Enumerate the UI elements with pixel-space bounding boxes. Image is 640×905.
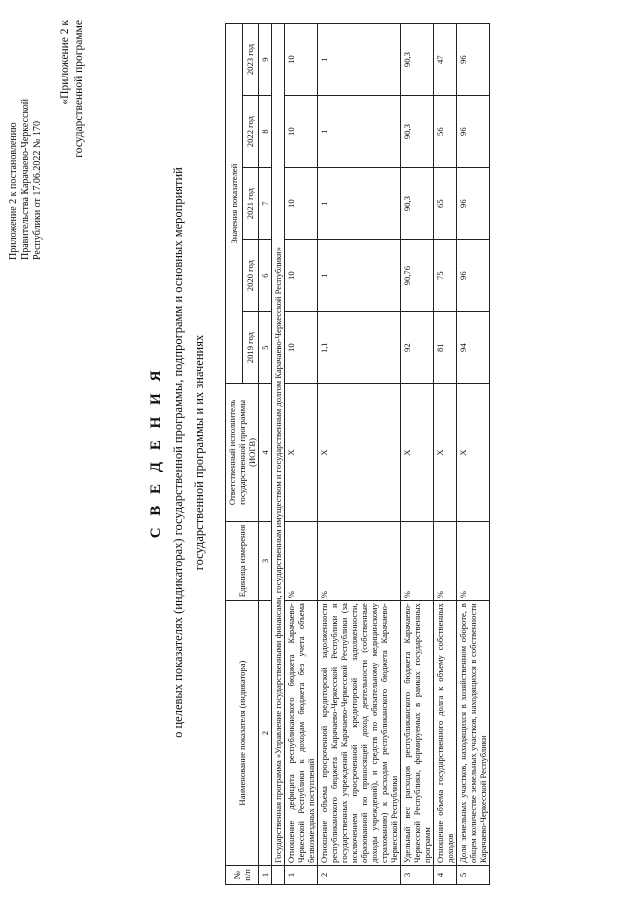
col-number: 5 [259, 312, 272, 384]
table-row [285, 24, 318, 885]
row-value: 96 [457, 24, 490, 96]
row-indicator: Доля земельных участков, находящихся в хозяйственном обороте, в общем количестве земельных участков, находящихся в собственности Карачаево-Черкесской Республики [457, 601, 490, 866]
row-responsible: Х [457, 384, 490, 522]
row-value: 10 [285, 96, 318, 168]
header-note [8, 20, 44, 260]
document-title [148, 0, 207, 905]
row-unit: % [401, 521, 434, 600]
appendix-label [58, 20, 86, 260]
col-number: 2 [259, 601, 272, 866]
col-number: 3 [259, 521, 272, 600]
row-unit: % [434, 521, 457, 600]
row-value: 90,3 [401, 24, 434, 96]
header-year: 2022 год [242, 96, 259, 168]
row-value: 10 [285, 240, 318, 312]
col-number: 4 [259, 384, 272, 522]
row-responsible: Х [285, 384, 318, 522]
row-value: 1 [318, 168, 401, 240]
program-row [272, 24, 285, 885]
row-value: 10 [285, 24, 318, 96]
row-value: 90,3 [401, 96, 434, 168]
row-value: 94 [457, 312, 490, 384]
header-name: Наименование показателя (индикатора) [226, 601, 259, 866]
row-indicator: Отношение дефицита республиканского бюджета Карачаево-Черкесской Республики к доходам бюджета без учета объема безвозмездных поступлений [285, 601, 318, 866]
title-main: С В Е Д Е Н И Я [148, 366, 164, 539]
title-subtitle-2: государственной программы и их значениях [192, 334, 206, 571]
header-values: Значения показателей [226, 24, 243, 384]
col-number: 9 [259, 24, 272, 96]
row-num: 2 [318, 865, 401, 884]
row-num: 1 [285, 865, 318, 884]
row-num: 5 [457, 865, 490, 884]
table-row [318, 24, 401, 885]
row-value: 47 [434, 24, 457, 96]
row-value: 56 [434, 96, 457, 168]
program-row-num [272, 865, 285, 884]
row-value: 10 [285, 312, 318, 384]
row-responsible: Х [318, 384, 401, 522]
col-number: 8 [259, 96, 272, 168]
row-unit: % [285, 521, 318, 600]
header-year: 2023 год [242, 24, 259, 96]
header-responsible: Ответственный исполнитель государственной программы (ИОГВ) [226, 384, 259, 522]
row-value: 96 [457, 96, 490, 168]
table-row [401, 24, 434, 885]
appendix-line: государственной программе [73, 20, 85, 158]
col-number: 1 [259, 865, 272, 884]
row-value: 90,76 [401, 240, 434, 312]
row-num: 4 [434, 865, 457, 884]
header-year: 2020 год [242, 240, 259, 312]
row-indicator: Отношение объема просроченной кредиторской задолженности республиканского бюджета Карачаево-Черкесской Республики и государственных учреждений Карачаево-Черкесской Республики (за исключением просроченной кредиторской задолженности, образованной по приносящей доход деятельности (собственные доходы учреждений), и средств по обязательному медицинскому страхованию) к расходам республиканского бюджета Карачаево-Черкесской Республики [318, 601, 401, 866]
row-value: 1 [318, 240, 401, 312]
row-responsible: Х [434, 384, 457, 522]
row-value: 65 [434, 168, 457, 240]
row-value: 90,3 [401, 168, 434, 240]
row-unit: % [318, 521, 401, 600]
col-number: 6 [259, 240, 272, 312]
row-indicator: Отношение объема государственного долга к объему собственных доходов [434, 601, 457, 866]
row-num: 3 [401, 865, 434, 884]
row-value: 81 [434, 312, 457, 384]
row-value: 1,1 [318, 312, 401, 384]
row-value: 1 [318, 24, 401, 96]
header-year: 2019 год [242, 312, 259, 384]
header-unit: Единица измерения [226, 521, 259, 600]
table-row [457, 24, 490, 885]
header-note-line: Приложение 2 к постановлению [8, 122, 19, 260]
table-row [434, 24, 457, 885]
title-subtitle-1: о целевых показателях (индикаторах) государственной программы, подпрограмм и основных мероприятий [171, 167, 185, 738]
row-value: 96 [457, 168, 490, 240]
header-note-line: Республики от 17.06.2022 № 170 [32, 121, 43, 260]
row-value: 10 [285, 168, 318, 240]
col-number: 7 [259, 168, 272, 240]
header-note-line: Правительства Карачаево-Черкесской [20, 98, 31, 260]
row-value: 1 [318, 96, 401, 168]
row-unit: % [457, 521, 490, 600]
row-value: 96 [457, 240, 490, 312]
indicators-table [225, 23, 490, 885]
appendix-line: «Приложение 2 к [59, 20, 71, 105]
column-numbers-row [259, 24, 272, 885]
row-responsible: Х [401, 384, 434, 522]
row-indicator: Удельный вес расходов республиканского бюджета Карачаево-Черкесской Республики, формируемых в рамках государственных программ [401, 601, 434, 866]
row-value: 75 [434, 240, 457, 312]
row-value: 92 [401, 312, 434, 384]
header-num: № п/п [226, 865, 259, 884]
header-year: 2021 год [242, 168, 259, 240]
program-row-title: Государственная программа «Управление государственными финансами, государственным имуществом и государственным долгом Карачаево-Черкесской Республики» [272, 24, 285, 866]
